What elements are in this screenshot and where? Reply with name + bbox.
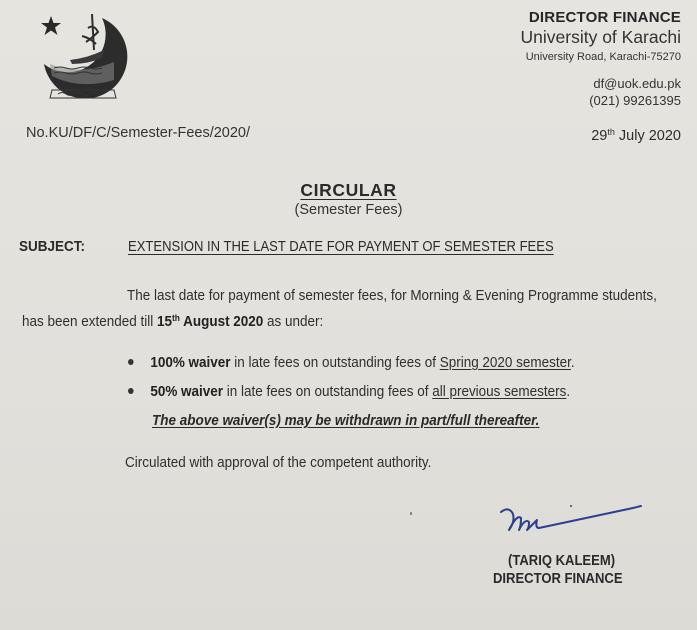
circular-title-text: CIRCULAR bbox=[300, 180, 397, 200]
waiver-amount: 50% waiver bbox=[150, 384, 224, 400]
extended-date-day: 15 bbox=[156, 314, 172, 330]
waiver-scope: all previous semesters bbox=[432, 384, 567, 400]
signature-icon bbox=[495, 500, 645, 545]
punctuation: . bbox=[535, 413, 540, 429]
body-paragraph-line2 bbox=[22, 313, 323, 330]
closing-line: Circulated with approval of the competent authority. bbox=[125, 455, 432, 471]
list-item bbox=[128, 384, 570, 400]
waiver-note-text: The above waiver(s) may be withdrawn in part/full thereafter bbox=[152, 413, 536, 429]
reference-number: No.KU/DF/C/Semester-Fees/2020/ bbox=[26, 125, 251, 141]
office-phone: (021) 99261395 bbox=[589, 93, 681, 108]
university-name: University of Karachi bbox=[520, 27, 681, 47]
extended-date-rest: August 2020 bbox=[179, 314, 264, 330]
university-crest-icon bbox=[30, 6, 140, 106]
circular-title bbox=[0, 180, 697, 201]
waiver-note bbox=[152, 413, 539, 429]
body-paragraph-line1: The last date for payment of semester fees, for Morning & Evening Programme students, bbox=[127, 288, 657, 304]
signatory-name: (TARIQ KALEEM) bbox=[508, 553, 616, 569]
paper-speck bbox=[410, 512, 412, 515]
subject-text: EXTENSION IN THE LAST DATE FOR PAYMENT OF SEMESTER FEES bbox=[128, 239, 554, 255]
punctuation: . bbox=[566, 384, 571, 400]
signatory-title: DIRECTOR FINANCE bbox=[493, 571, 623, 587]
extended-date bbox=[157, 314, 263, 330]
circular-subtitle: (Semester Fees) bbox=[294, 202, 403, 218]
waiver-amount: 100% waiver bbox=[150, 355, 231, 371]
punctuation: . bbox=[570, 355, 575, 371]
para2-pre: has been extended till bbox=[22, 314, 157, 330]
star-icon bbox=[41, 16, 61, 35]
letter-date bbox=[591, 127, 681, 144]
bullet-icon bbox=[128, 388, 134, 394]
bullet-icon bbox=[128, 359, 134, 365]
subject-label: SUBJECT: bbox=[19, 239, 85, 255]
date-month-year: July 2020 bbox=[614, 128, 681, 144]
date-day: 29 bbox=[591, 128, 608, 144]
list-item bbox=[128, 355, 575, 371]
extended-date-suffix: th bbox=[171, 313, 180, 323]
para2-post: as under: bbox=[263, 314, 324, 330]
office-title: DIRECTOR FINANCE bbox=[528, 9, 681, 26]
date-suffix: th bbox=[607, 127, 615, 137]
office-address: University Road, Karachi-75270 bbox=[525, 51, 681, 63]
waiver-text: in late fees on outstanding fees of bbox=[230, 355, 440, 371]
waiver-text: in late fees on outstanding fees of bbox=[223, 384, 433, 400]
waiver-scope: Spring 2020 semester bbox=[439, 355, 571, 371]
office-email: df@uok.edu.pk bbox=[593, 76, 681, 91]
